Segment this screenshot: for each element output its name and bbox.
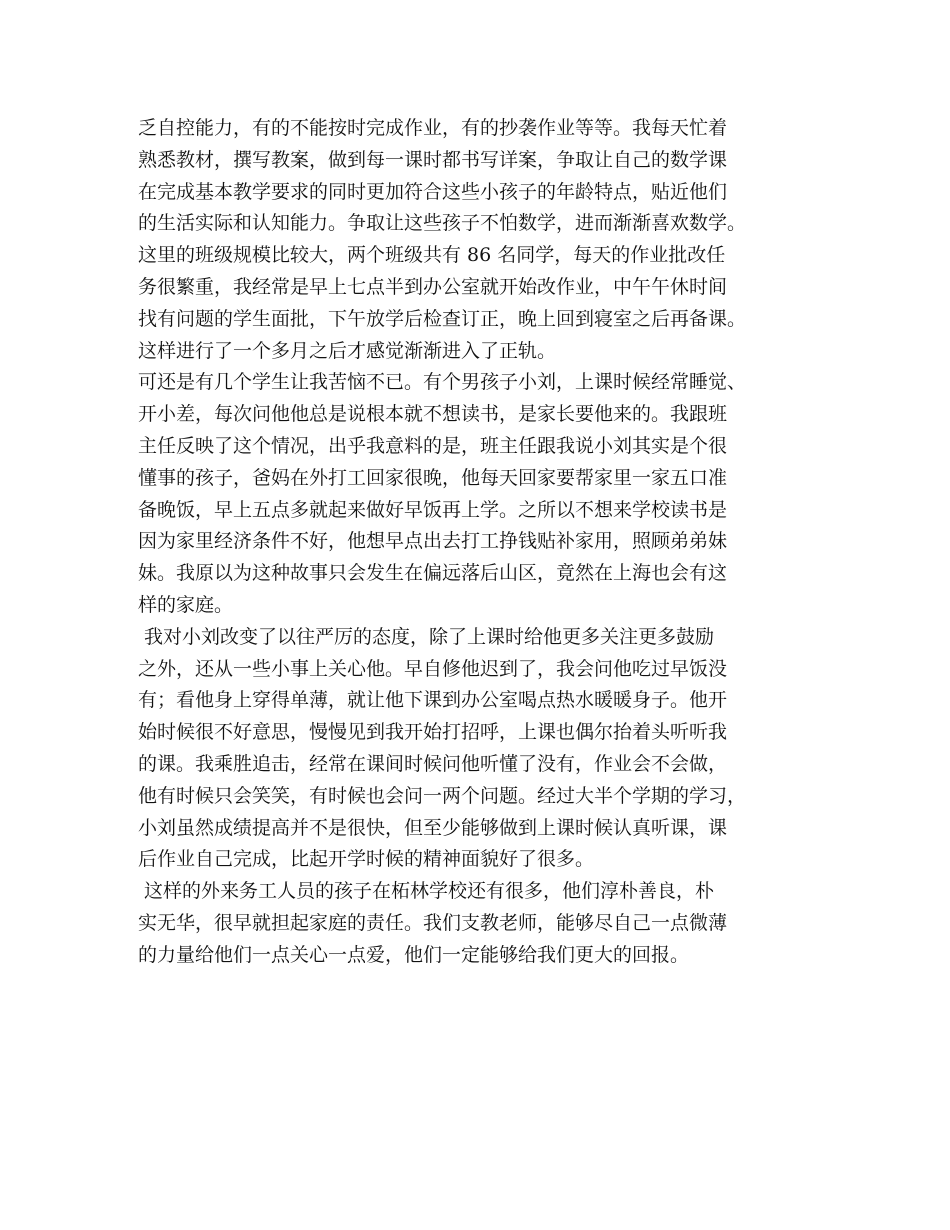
text-line: 懂事的孩子，爸妈在外打工回家很晚，他每天回家要帮家里一家五口准 — [138, 466, 728, 489]
text-line: 主任反映了这个情况，出乎我意料的是，班主任跟我说小刘其实是个很 — [138, 434, 728, 457]
text-line: 熟悉教材，撰写教案，做到每一课时都书写详案，争取让自己的数学课 — [138, 148, 728, 171]
text-line: 的课。我乘胜追击，经常在课间时候问他听懂了没有，作业会不会做， — [138, 752, 728, 775]
text-line: 实无华，很早就担起家庭的责任。我们支教老师，能够尽自己一点微薄 — [138, 911, 728, 934]
text-line: 的生活实际和认知能力。争取让这些孩子不怕数学，进而渐渐喜欢数学。 — [138, 212, 747, 235]
text-line: 后作业自己完成，比起开学时候的精神面貌好了很多。 — [138, 848, 595, 871]
text-line: 这样进行了一个多月之后才感觉渐渐进入了正轨。 — [138, 339, 557, 362]
text-line: 备晚饭，早上五点多就起来做好早饭再上学。之所以不想来学校读书是 — [138, 498, 728, 521]
document-body — [138, 113, 818, 972]
text-line: 可还是有几个学生让我苦恼不已。有个男孩子小刘，上课时候经常睡觉、 — [138, 371, 747, 394]
text-line: 有；看他身上穿得单薄，就让他下课到办公室喝点热水暖暖身子。他开 — [138, 689, 728, 712]
text-line: 乏自控能力，有的不能按时完成作业，有的抄袭作业等等。我每天忙着 — [138, 117, 728, 139]
text-line: 始时候很不好意思，慢慢见到我开始打招呼，上课也偶尔抬着头听听我 — [138, 721, 728, 744]
text-line: 务很繁重，我经常是早上七点半到办公室就开始改作业，中午午休时间 — [138, 275, 728, 298]
text-line: 这里的班级规模比较大，两个班级共有 86 名同学，每天的作业批改任 — [138, 244, 726, 267]
text-line: 我对小刘改变了以往严厉的态度，除了上课时给他更多关注更多鼓励 — [138, 625, 715, 648]
text-line: 之外，还从一些小事上关心他。早自修他迟到了，我会问他吃过早饭没 — [138, 657, 728, 680]
text-line: 因为家里经济条件不好，他想早点出去打工挣钱贴补家用，照顾弟弟妹 — [138, 530, 728, 553]
text-line: 样的家庭。 — [138, 593, 234, 616]
text-line: 在完成基本教学要求的同时更加符合这些小孩子的年龄特点，贴近他们 — [138, 180, 728, 203]
text-line: 这样的外来务工人员的孩子在柘林学校还有很多，他们淳朴善良，朴 — [138, 880, 715, 903]
text-line: 小刘虽然成绩提高并不是很快，但至少能够做到上课时候认真听课，课 — [138, 816, 728, 839]
text-line: 妹。我原以为这种故事只会发生在偏远落后山区，竟然在上海也会有这 — [138, 562, 728, 585]
text-line: 开小差，每次问他他总是说根本就不想读书，是家长要他来的。我跟班 — [138, 403, 728, 426]
text-line: 找有问题的学生面批，下午放学后检查订正，晚上回到寝室之后再备课。 — [138, 307, 747, 330]
text-line: 他有时候只会笑笑，有时候也会问一两个问题。经过大半个学期的学习， — [138, 784, 747, 807]
text-line: 的力量给他们一点关心一点爱，他们一定能够给我们更大的回报。 — [138, 943, 690, 966]
